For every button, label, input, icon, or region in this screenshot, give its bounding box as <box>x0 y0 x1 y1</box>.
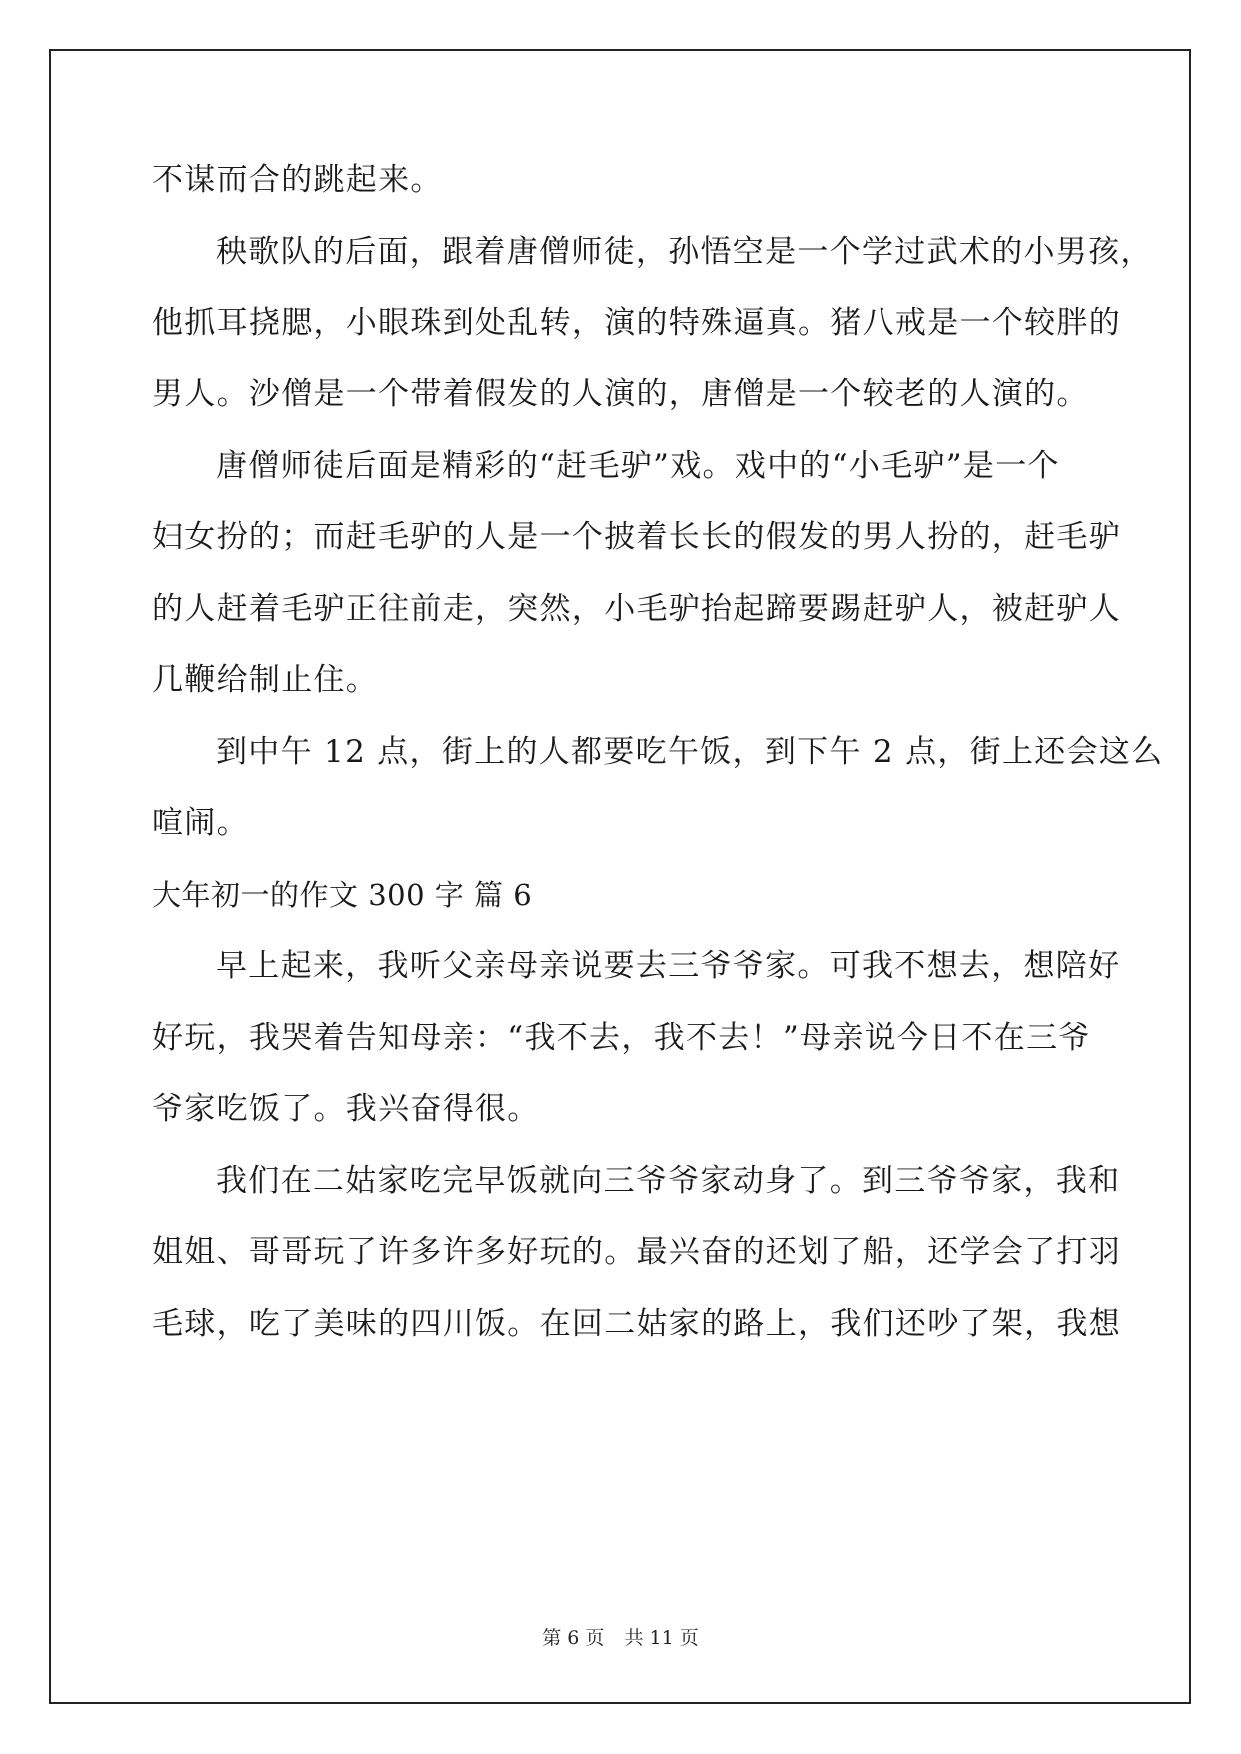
paragraph-start: 到中午 12 点，街上的人都要吃午饭，到下午 2 点，街上还会这么 <box>216 734 1164 770</box>
text-line: 喧闹。 <box>152 805 249 841</box>
paragraph-start: 早上起来，我听父亲母亲说要去三爷爷家。可我不想去，想陪好 <box>216 948 1121 984</box>
text-line: 他抓耳挠腮，小眼珠到处乱转，演的特殊逼真。猪八戒是一个较胖的 <box>152 305 1121 341</box>
paragraph-start: 秧歌队的后面，跟着唐僧师徒，孙悟空是一个学过武术的小男孩， <box>216 234 1153 270</box>
text-line: 妇女扮的；而赶毛驴的人是一个披着长长的假发的男人扮的，赶毛驴 <box>152 519 1121 555</box>
section-heading: 大年初一的作文 300 字 篇 6 <box>152 878 533 912</box>
text-line: 好玩，我哭着告知母亲：“我不去，我不去！”母亲说今日不在三爷 <box>152 1020 1091 1056</box>
text-line: 不谋而合的跳起来。 <box>152 162 443 198</box>
text-line: 男人。沙僧是一个带着假发的人演的，唐僧是一个较老的人演的。 <box>152 376 1089 412</box>
page-total: 共 11 页 <box>624 1627 699 1649</box>
page-footer <box>0 1623 1241 1650</box>
text-line: 毛球，吃了美味的四川饭。在回二姑家的路上，我们还吵了架，我想 <box>152 1306 1121 1342</box>
paragraph-start: 我们在二姑家吃完早饭就向三爷爷家动身了。到三爷爷家，我和 <box>216 1163 1121 1199</box>
text-line: 的人赶着毛驴正往前走，突然，小毛驴抬起蹄要踢赶驴人，被赶驴人 <box>152 591 1121 627</box>
text-line: 几鞭给制止住。 <box>152 662 379 698</box>
text-line: 爷家吃饭了。我兴奋得很。 <box>152 1091 540 1127</box>
page-number: 第 6 页 <box>542 1627 605 1649</box>
text-line: 姐姐、哥哥玩了许多许多好玩的。最兴奋的还划了船，还学会了打羽 <box>152 1234 1121 1270</box>
paragraph-start: 唐僧师徒后面是精彩的“赶毛驴”戏。戏中的“小毛驴”是一个 <box>216 448 1060 484</box>
